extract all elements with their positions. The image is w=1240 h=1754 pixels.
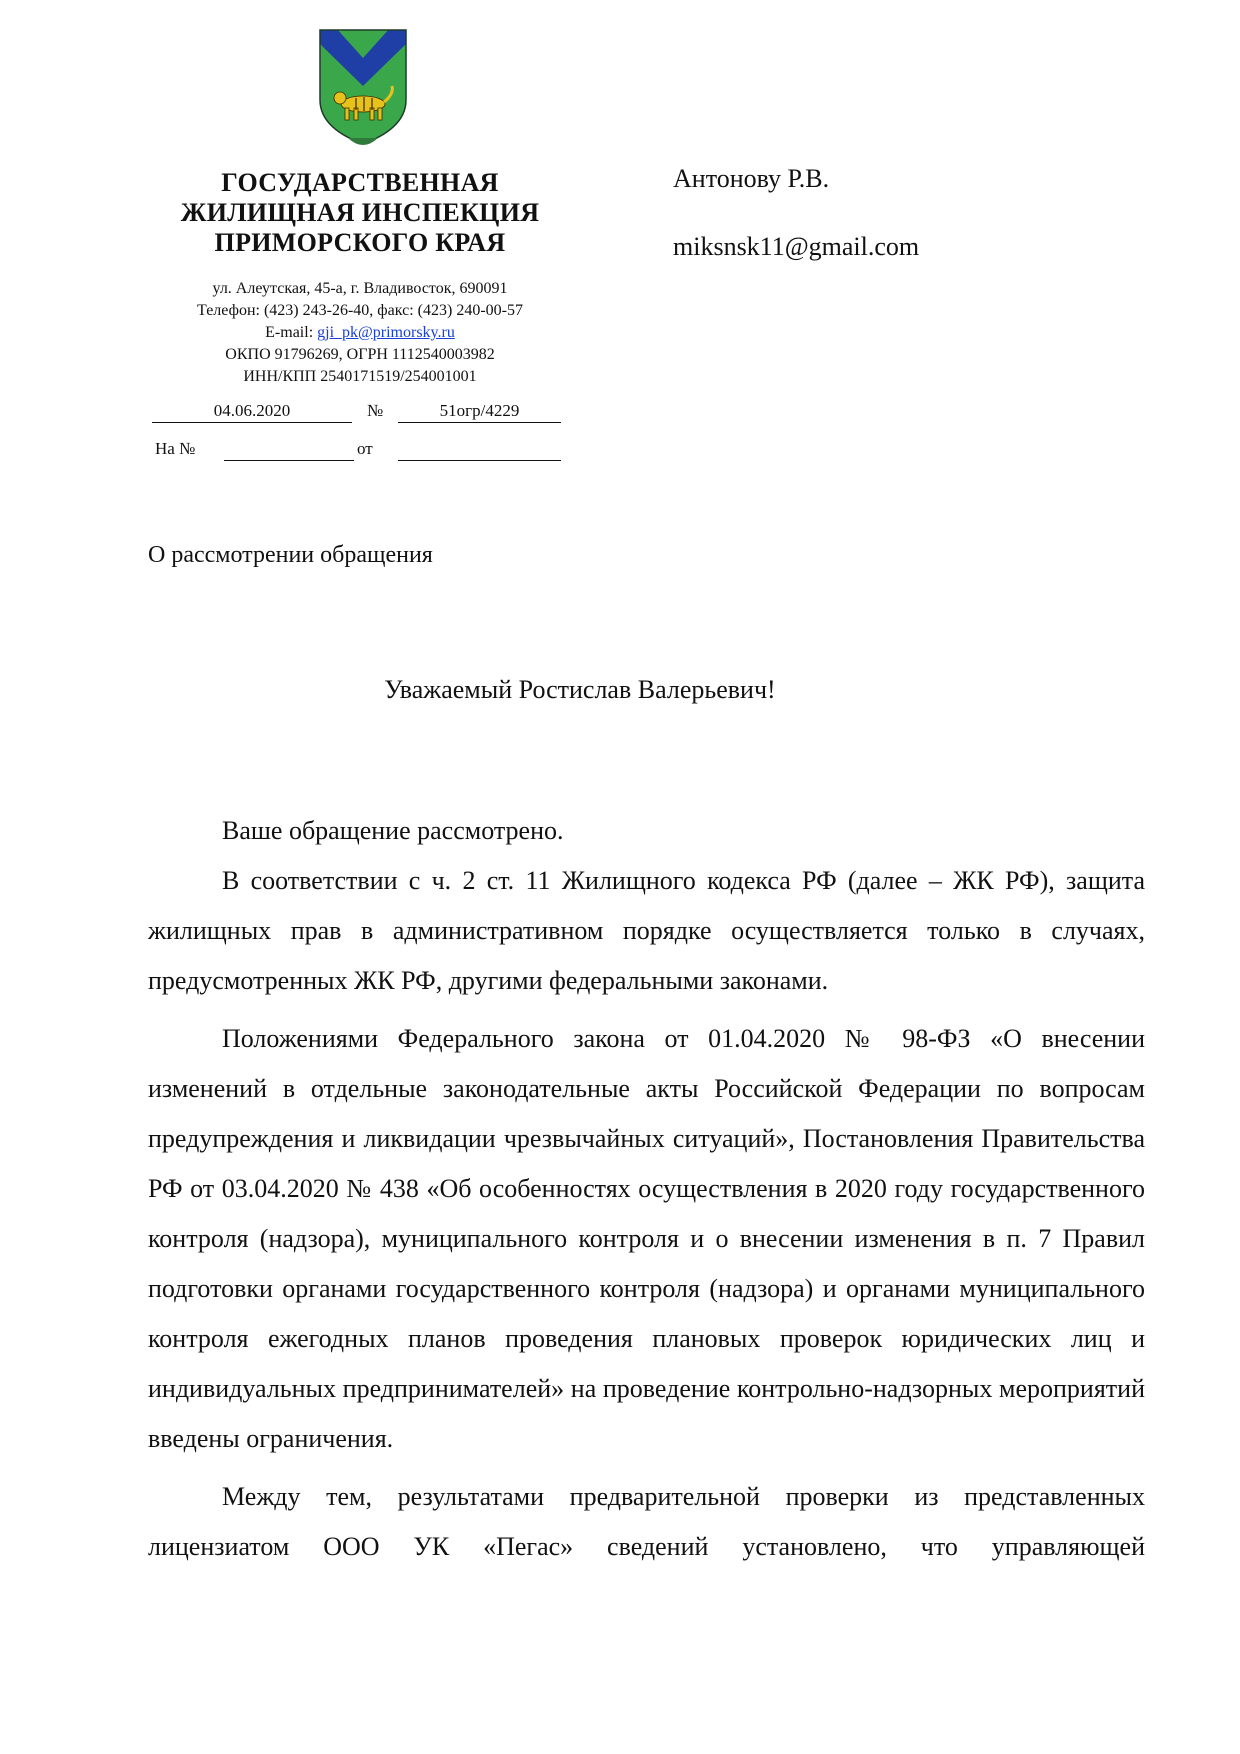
address: ул. Алеутская, 45-а, г. Владивосток, 690091 bbox=[212, 280, 508, 297]
reference-date-line bbox=[398, 439, 561, 466]
recipient-name: Антонову Р.В. bbox=[673, 164, 830, 193]
outgoing-number: 51огр/4229 bbox=[398, 401, 561, 423]
org-line-1: ГОСУДАРСТВЕННАЯ bbox=[221, 168, 499, 197]
org-line-3: ПРИМОРСКОГО КРАЯ bbox=[214, 228, 506, 257]
phone-fax: Телефон: (423) 243-26-40, факс: (423) 240-00-57 bbox=[197, 302, 523, 319]
body-paragraph-4: Между тем, результатами предварительной проверки из представленных лицензиатом ООО УК «Пегас» сведений установлено, что управляющей bbox=[148, 1482, 1145, 1561]
outgoing-number-line bbox=[398, 401, 561, 423]
outgoing-date-line bbox=[152, 401, 352, 423]
letter-body bbox=[148, 806, 1145, 1572]
org-email-link[interactable]: gji_pk@primorsky.ru bbox=[317, 324, 455, 341]
from-label: от bbox=[357, 439, 373, 458]
reference-number-line bbox=[224, 439, 354, 466]
reference-date bbox=[398, 439, 561, 461]
number-sign: № bbox=[367, 401, 384, 420]
okpo-ogrn: ОКПО 91796269, ОГРН 1112540003982 bbox=[225, 346, 495, 363]
email-line bbox=[150, 322, 570, 344]
reference-number bbox=[224, 439, 354, 461]
org-line-2: ЖИЛИЩНАЯ ИНСПЕКЦИЯ bbox=[180, 198, 540, 227]
organization-name bbox=[150, 168, 570, 258]
email-label: E-mail: bbox=[265, 324, 318, 341]
body-paragraph-3: Положениями Федерального закона от 01.04.2020 № 98-ФЗ «О внесении изменений в отдельные законодательные акты Российской Федерации по вопросам предупреждения и ликвидации чрезвычайных ситуаций», Постановления Правительства РФ от 03.04.2020 № 438 «Об особенностях осуществления в 2020 году государственного контроля (надзора), муниципального контроля и о внесении изменения в п. 7 Правил подготовки органами государственного контроля (надзора) и органами муниципального контроля ежегодных планов проведения плановых проверок юридических лиц и индивидуальных предпринимателей» на проведение контрольно-надзорных мероприятий введены ограничения. bbox=[148, 1024, 1145, 1453]
organization-contacts bbox=[150, 278, 570, 388]
body-paragraph-1: Ваше обращение рассмотрено. bbox=[222, 816, 564, 845]
reference-label: На № bbox=[155, 439, 196, 458]
inn-kpp: ИНН/КПП 2540171519/254001001 bbox=[243, 368, 477, 385]
letter-subject: О рассмотрении обращения bbox=[148, 542, 433, 568]
salutation: Уважаемый Ростислав Валерьевич! bbox=[384, 675, 776, 704]
coat-of-arms-icon bbox=[318, 28, 408, 152]
recipient-email: miksnsk11@gmail.com bbox=[673, 232, 920, 261]
body-paragraph-2: В соответствии с ч. 2 ст. 11 Жилищного кодекса РФ (далее – ЖК РФ), защита жилищных прав в административном порядке осуществляется только в случаях, предусмотренных ЖК РФ, другими федеральными законами. bbox=[148, 866, 1145, 995]
outgoing-date: 04.06.2020 bbox=[152, 401, 352, 423]
